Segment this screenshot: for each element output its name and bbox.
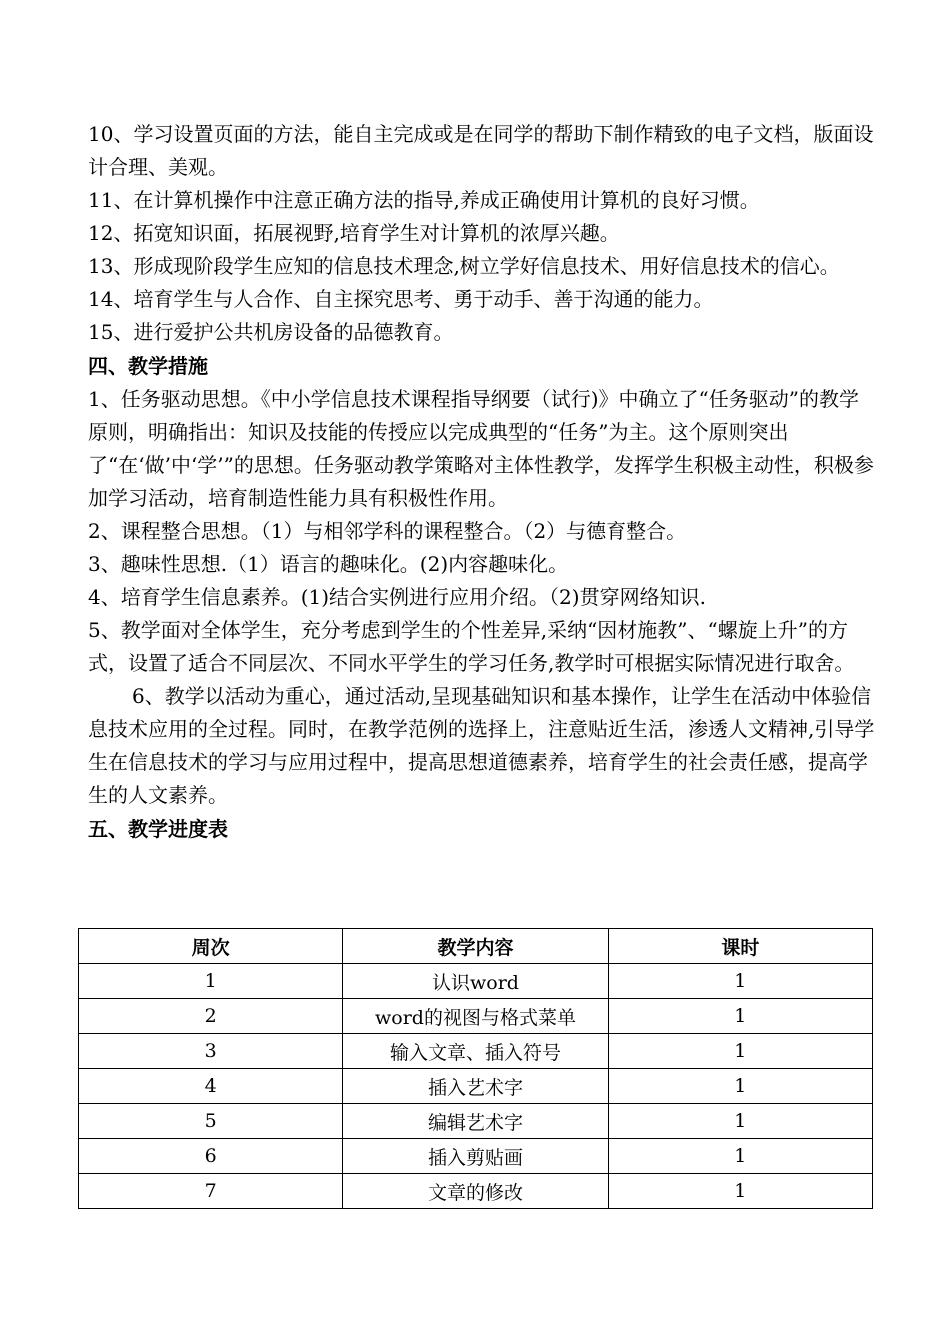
header-hours: 课时 [608, 929, 872, 964]
measure-3: 3、趣味性思想.（1）语言的趣味化。(2)内容趣味化。 [88, 552, 569, 576]
cell-week: 6 [79, 1139, 343, 1174]
measure-6: 6、教学以活动为重心，通过活动,呈现基础知识和基本操作，让学生在活动中体验信息技术应用的全过程。同时，在教学范例的选择上，注意贴近生活，渗透人文精神,引导学生在信息技术的学习与应用过程中，提高思想道德素养，培育学生的社会责任感，提高学生的人文素养。 [88, 684, 875, 807]
objective-11: 11、在计算机操作中注意正确方法的指导,养成正确使用计算机的良好习惯。 [88, 188, 760, 212]
table-row [79, 1104, 873, 1139]
table-row [79, 964, 873, 999]
cell-content: 插入艺术字 [343, 1069, 608, 1104]
cell-content: 认识word [343, 964, 608, 999]
measure-4: 4、培育学生信息素养。(1)结合实例进行应用介绍。（2)贯穿网络知识. [88, 585, 706, 609]
cell-content: word的视图与格式菜单 [343, 999, 608, 1034]
cell-week: 2 [79, 999, 343, 1034]
cell-week: 3 [79, 1034, 343, 1069]
header-week: 周次 [79, 929, 343, 964]
cell-week: 7 [79, 1174, 343, 1209]
cell-content: 编辑艺术字 [343, 1104, 608, 1139]
cell-hours: 1 [608, 1139, 872, 1174]
cell-hours: 1 [608, 1034, 872, 1069]
table-header-row [79, 929, 873, 964]
document-body [88, 118, 878, 846]
objective-15: 15、进行爱护公共机房设备的品德教育。 [88, 320, 454, 344]
cell-content: 输入文章、插入符号 [343, 1034, 608, 1069]
schedule-table [78, 928, 873, 1209]
cell-content: 文章的修改 [343, 1174, 608, 1209]
cell-content: 插入剪贴画 [343, 1139, 608, 1174]
table-row [79, 1139, 873, 1174]
section-4-title: 四、教学措施 [88, 354, 208, 378]
cell-hours: 1 [608, 1174, 872, 1209]
measure-5: 5、教学面对全体学生，充分考虑到学生的个性差异,采纳“因材施教”、“螺旋上升”的方式，设置了适合不同层次、不同水平学生的学习任务,教学时可根据实际情况进行取舍。 [88, 618, 855, 675]
cell-week: 1 [79, 964, 343, 999]
section-5-title: 五、教学进度表 [88, 817, 228, 841]
cell-hours: 1 [608, 1069, 872, 1104]
measure-2: 2、课程整合思想。（1）与相邻学科的课程整合。（2）与德育整合。 [88, 519, 687, 543]
table-row [79, 1174, 873, 1209]
cell-hours: 1 [608, 999, 872, 1034]
cell-hours: 1 [608, 1104, 872, 1139]
objective-10: 10、学习设置页面的方法，能自主完成或是在同学的帮助下制作精致的电子文档，版面设计合理、美观。 [88, 122, 874, 179]
objective-13: 13、形成现阶段学生应知的信息技术理念,树立学好信息技术、用好信息技术的信心。 [88, 254, 840, 278]
cell-week: 4 [79, 1069, 343, 1104]
objective-12: 12、拓宽知识面，拓展视野,培育学生对计算机的浓厚兴趣。 [88, 221, 620, 245]
measure-1: 1、任务驱动思想。《中小学信息技术课程指导纲要（试行)》中确立了“任务驱动”的教学原则，明确指出：知识及技能的传授应以完成典型的“任务”为主。这个原则突出了“在‘做’中‘学’”的思想。任务驱动教学策略对主体性教学，发挥学生积极主动性，积极参加学习活动，培育制造性能力具有积极性作用。 [88, 387, 874, 510]
cell-week: 5 [79, 1104, 343, 1139]
objective-14: 14、培育学生与人合作、自主探究思考、勇于动手、善于沟通的能力。 [88, 287, 714, 311]
table-row [79, 1034, 873, 1069]
table-row [79, 999, 873, 1034]
table-row [79, 1069, 873, 1104]
cell-hours: 1 [608, 964, 872, 999]
header-content: 教学内容 [343, 929, 608, 964]
